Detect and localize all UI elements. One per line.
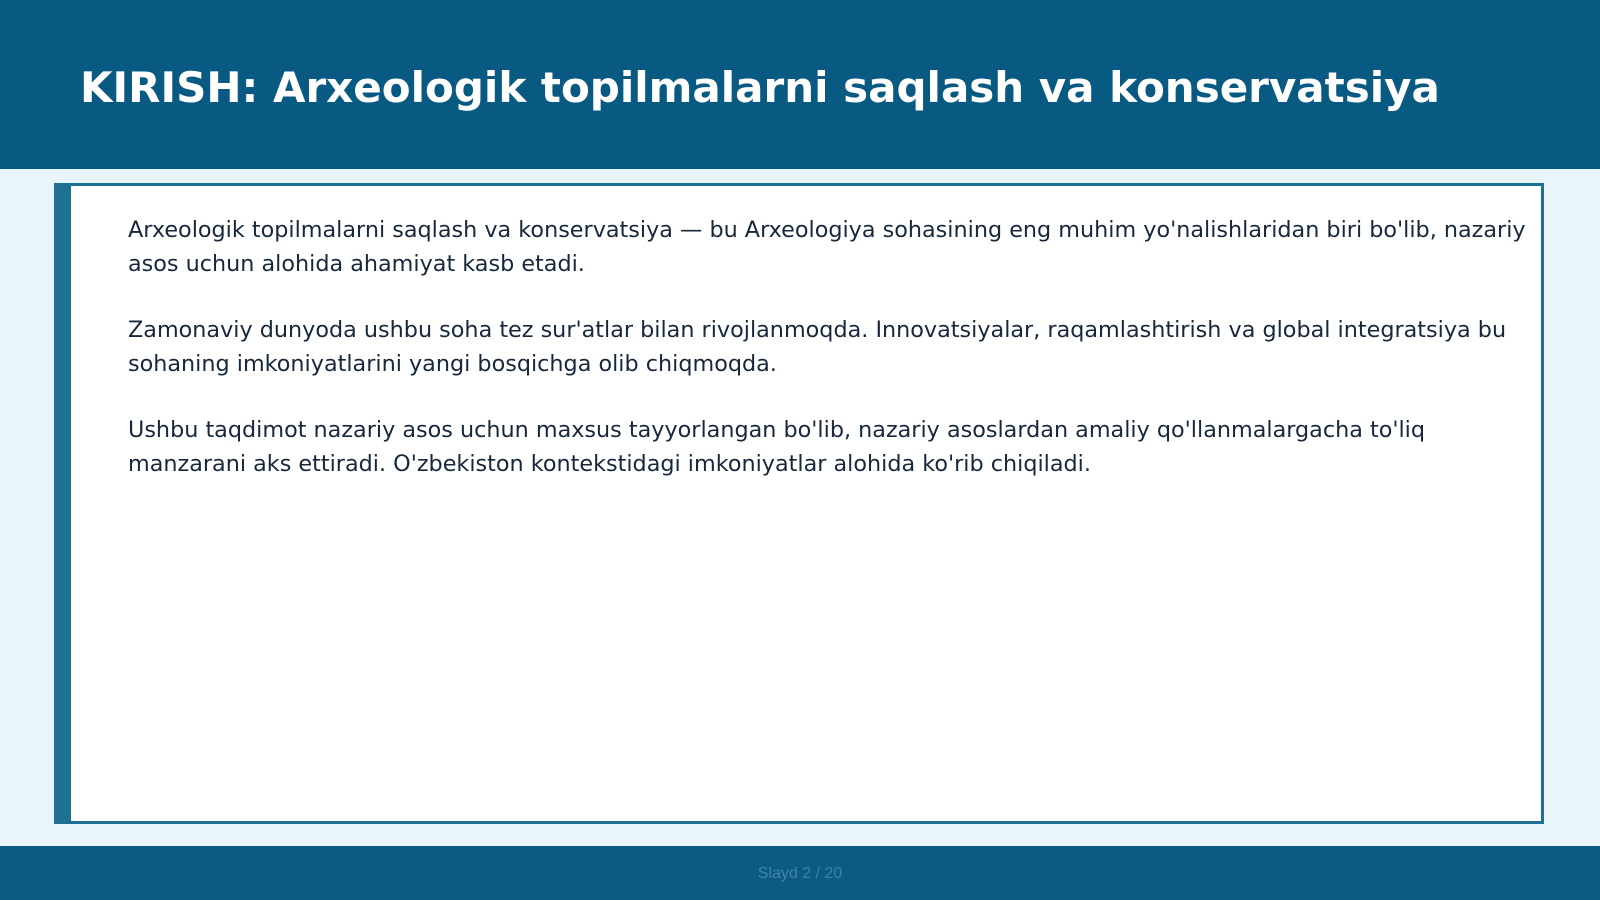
slide-title: KIRISH: Arxeologik topilmalarni saqlash va konservatsiya (80, 63, 1440, 112)
content-card (54, 183, 1544, 824)
presentation-purpose-paragraph: Ushbu taqdimot nazariy asos uchun maxsus tayyorlangan bo'lib, nazariy asoslardan amaliy qo'llanmalargacha to'liq manzarani aks ettiradi. O'zbekiston kontekstidagi imkoniyatlar alohida ko'rib chiqiladi. (128, 417, 1426, 477)
modern-development-paragraph: Zamonaviy dunyoda ushbu soha tez sur'atlar bilan rivojlanmoqda. Innovatsiyalar, raqamlashtirish va global integratsiya bu sohaning imkoniyatlarini yangi bosqichga olib chiqmoqda. (128, 317, 1507, 377)
page-number: Slayd 2 / 20 (757, 865, 843, 882)
slide-header (0, 0, 1600, 169)
slide-footer (0, 846, 1600, 900)
content-text (128, 213, 1528, 513)
intro-paragraph: Arxeologik topilmalarni saqlash va konservatsiya — bu Arxeologiya sohasining eng muhim yo'nalishlaridan biri bo'lib, nazariy asos uchun alohida ahamiyat kasb etadi. (128, 217, 1526, 277)
